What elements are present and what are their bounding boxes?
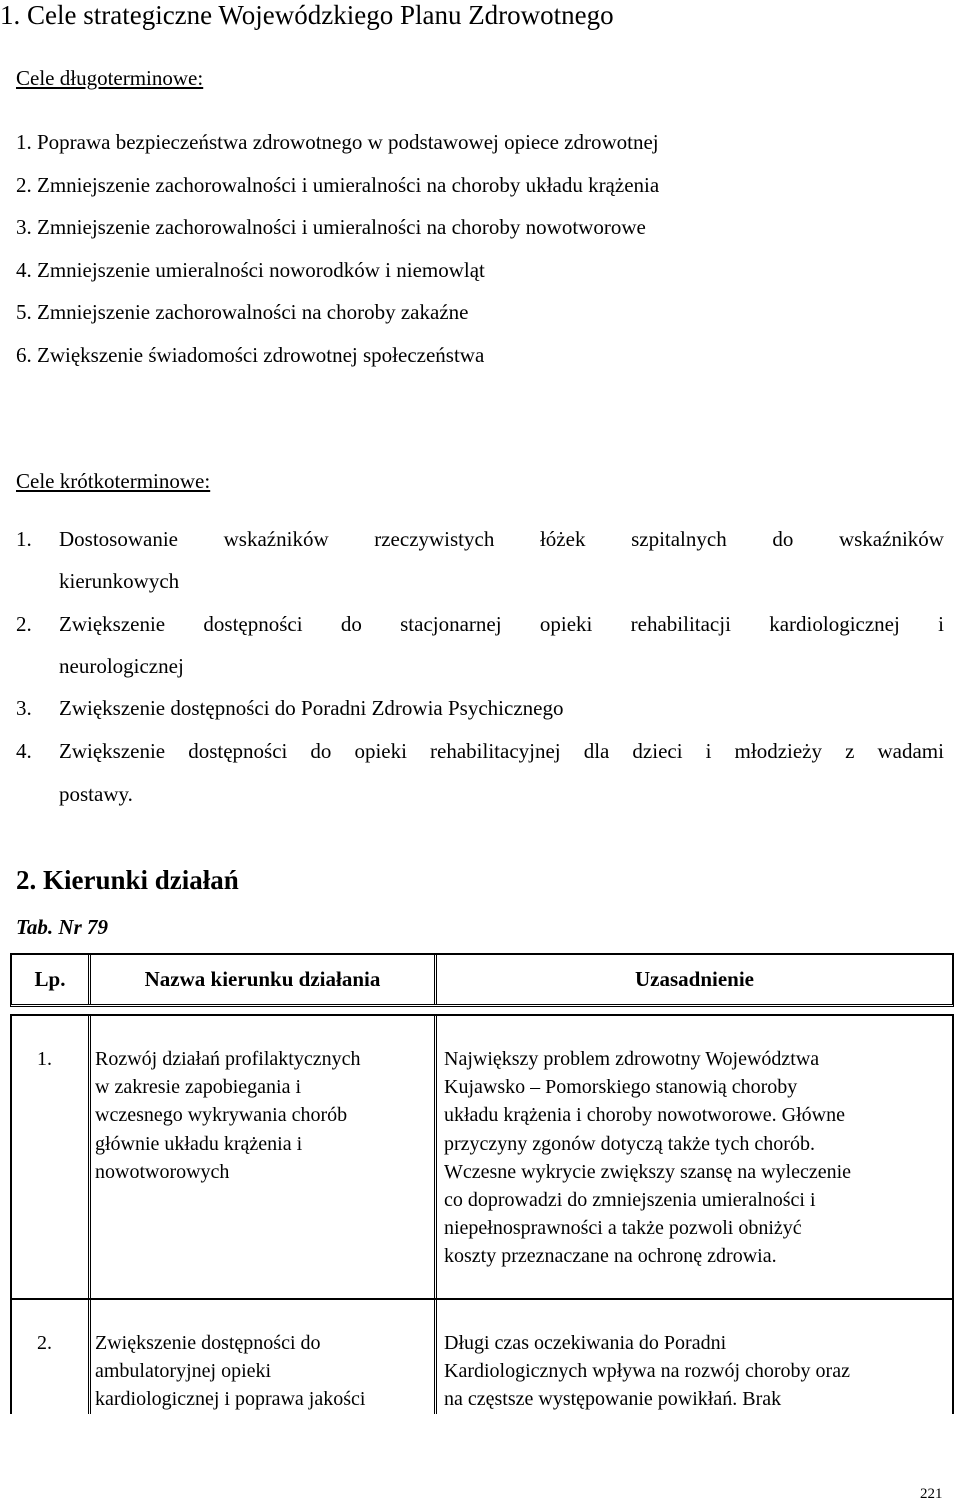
page-number: 221 [920,1486,943,1502]
text-line: Kujawsko – Pomorskiego stanowią choroby [444,1076,798,1099]
word: młodzieży [734,739,822,763]
short-term-goal-1-continuation: kierunkowych [59,569,180,593]
long-term-goal-4: 4. Zmniejszenie umieralności noworodków i niemowląt [16,258,485,282]
column-divider [434,1016,437,1298]
text-line: Kardiologicznych wpływa na rozwój choroby oraz [444,1360,850,1383]
column-divider [434,1300,437,1414]
long-term-goal-6: 6. Zwiększenie świadomości zdrowotnej społeczeństwa [16,343,485,367]
short-term-goal-4-number: 4. [16,739,32,763]
word: dla [583,739,610,763]
long-term-goal-5: 5. Zmniejszenie zachorowalności na choroby zakaźne [16,300,469,324]
header-reason: Uzasadnienie [634,967,754,991]
text-line: wczesnego wykrywania chorób [95,1104,348,1127]
word: i [705,739,712,763]
text-line: co doprowadzi do zmniejszenia umieralności i [444,1189,816,1212]
short-term-goal-1-line [59,527,944,551]
text-line: w zakresie zapobiegania i [95,1076,302,1099]
word: dostępności [188,739,288,763]
row-2-lp: 2. [37,1332,52,1354]
word: dostępności [203,612,303,636]
row-2-reason [444,1329,850,1414]
word: Zwiększenie [59,739,166,763]
text-line: przyczyny zgonów dotyczą także tych chorób. [444,1132,815,1155]
section-heading-1: 1. Cele strategiczne Wojewódzkiego Planu Zdrowotnego [0,0,614,30]
long-term-goal-2: 2. Zmniejszenie zachorowalności i umieralności na choroby układu krążenia [16,173,660,197]
text-line: nowotworowych [95,1160,230,1183]
short-term-goal-2-line [59,612,944,636]
row-1-reason [444,1045,851,1271]
text-line: Długi czas oczekiwania do Poradni [444,1332,727,1354]
word: kardiologicznej [769,612,900,636]
row-1-name [95,1045,360,1186]
word: z [845,739,855,763]
short-term-goal-4-continuation: postawy. [59,782,133,806]
word: do [772,527,794,551]
text-line: Wczesne wykrycie zwiększy szansę na wyleczenie [444,1160,852,1183]
row-1-lp: 1. [37,1048,52,1070]
header-name: Nazwa kierunku działania [144,967,381,991]
column-divider [88,1016,91,1298]
short-term-goal-3-text: Zwiększenie dostępności do Poradni Zdrowia Psychicznego [59,696,564,720]
word: do [340,612,362,636]
short-term-goal-4-line [59,739,944,763]
word: wskaźników [223,527,329,551]
text-line: koszty przeznaczane na ochronę zdrowia. [444,1245,777,1268]
word: i [938,612,944,636]
short-term-goal-3-number: 3. [16,696,32,720]
word: rehabilitacji [630,612,731,636]
word: stacjonarnej [400,612,502,636]
word: Zwiększenie [59,612,166,636]
word: rzeczywistych [374,527,495,551]
long-term-goal-3: 3. Zmniejszenie zachorowalności i umieralności na choroby nowotworowe [16,215,646,239]
word: Dostosowanie [59,527,178,551]
header-lp: Lp. [34,967,66,991]
long-term-goals-title: Cele długoterminowe: [16,66,204,90]
short-term-goals-title: Cele krótkoterminowe: [16,469,211,493]
table-label: Tab. Nr 79 [16,915,108,939]
long-term-goal-1: 1. Poprawa bezpieczeństwa zdrowotnego w podstawowej opiece zdrowotnej [16,130,659,154]
text-line: ambulatoryjnej opieki [95,1360,272,1383]
short-term-goal-2-continuation: neurologicznej [59,654,184,678]
text-line: Rozwój działań profilaktycznych [95,1048,361,1070]
text-line: układu krążenia i choroby nowotworowe. Główne [444,1104,845,1127]
short-term-goal-2-number: 2. [16,612,32,636]
word: rehabilitacyjnej [430,739,561,763]
word: wadami [877,739,944,763]
text-line: niepełnosprawności a także pozwoli obniżyć [444,1217,802,1240]
word: szpitalnych [631,527,727,551]
text-line: na częstsze występowanie powikłań. Brak [444,1388,782,1411]
text-line: głównie układu krążenia i [95,1132,303,1155]
row-2-name [95,1329,365,1414]
word: opieki [539,612,593,636]
text-line: Największy problem zdrowotny Województwa [444,1048,820,1070]
short-term-goal-1-number: 1. [16,527,32,551]
word: wskaźników [838,527,944,551]
word: opieki [354,739,407,763]
word: dzieci [632,739,683,763]
section-heading-2: 2. Kierunki działań [16,865,239,895]
text-line: kardiologicznej i poprawa jakości [95,1388,366,1411]
word: łóżek [539,527,586,551]
word: do [310,739,332,763]
table-header [10,953,954,1007]
text-line: Zwiększenie dostępności do [95,1332,321,1354]
column-divider [88,1300,91,1414]
